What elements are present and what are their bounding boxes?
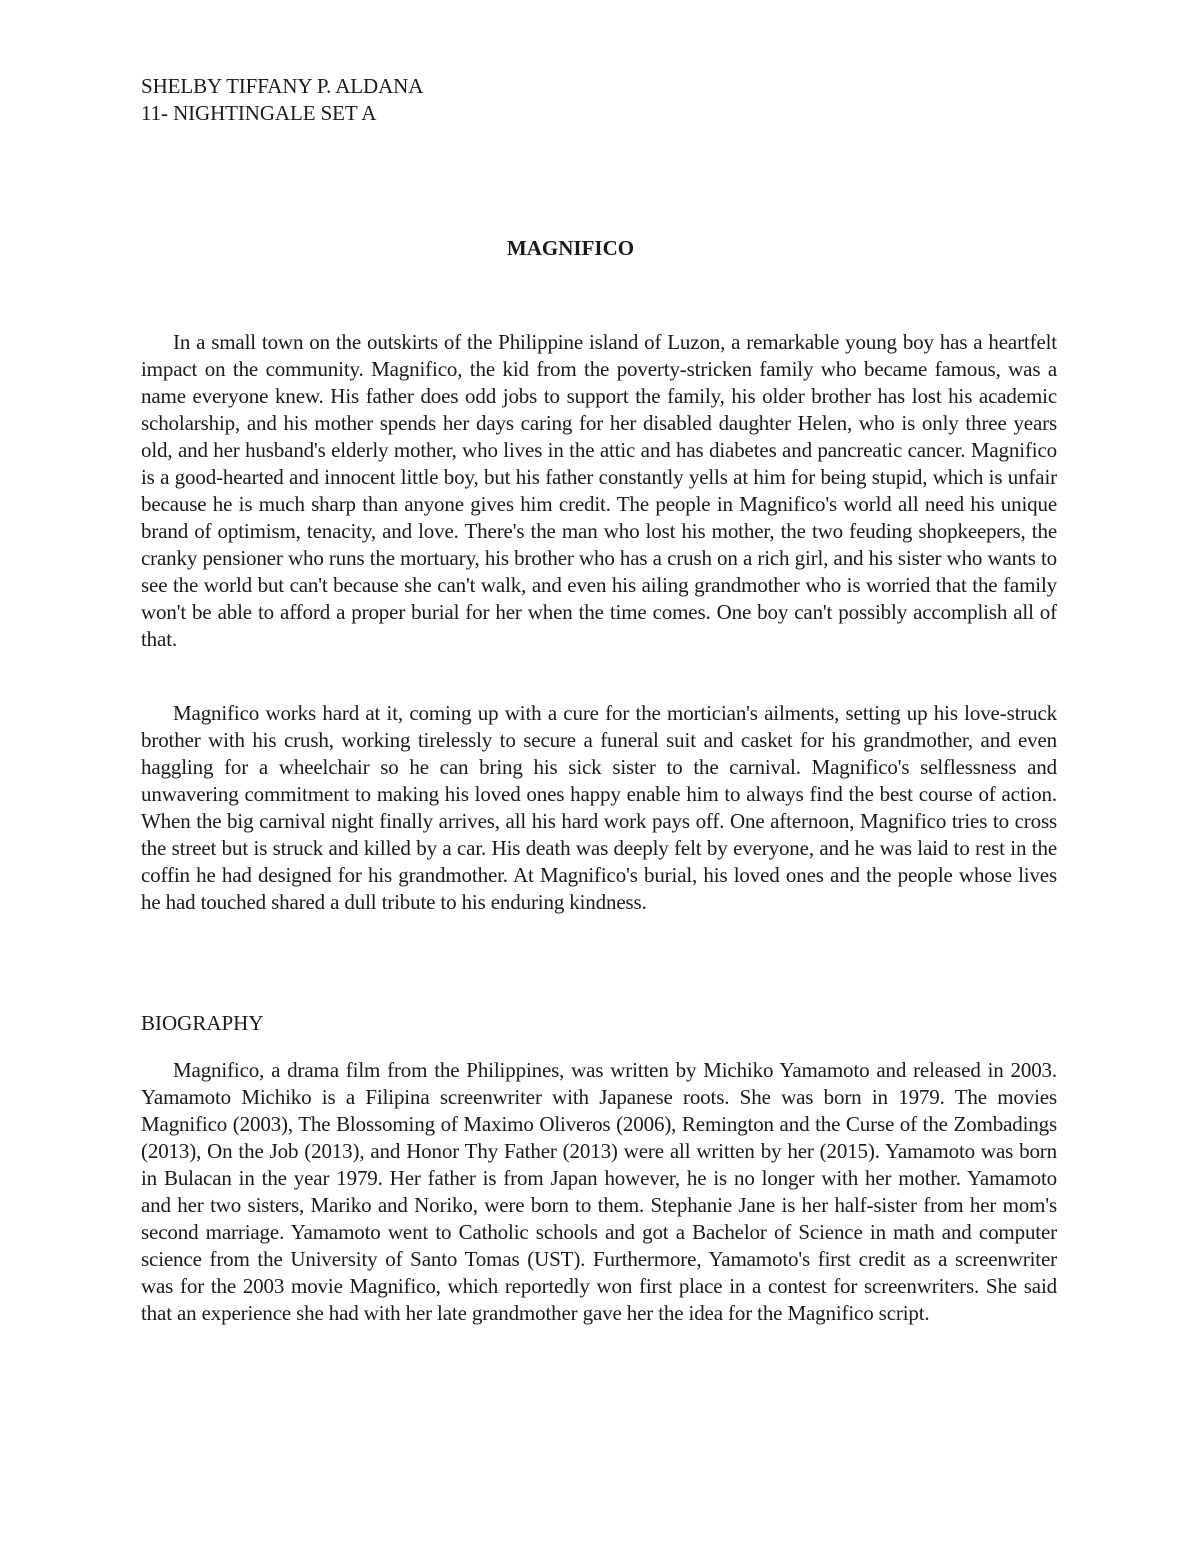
author-header	[141, 73, 741, 127]
summary-paragraph-2: Magnifico works hard at it, coming up with a cure for the mortician's ailments, setting up his love-struck brother with his crush, working tirelessly to secure a funeral suit and casket for his grandmother, and even haggling for a wheelchair so he can bring his sick sister to the carnival. Magnifico's selflessness and unwavering commitment to making his loved ones happy enable him to always find the best course of action. When the big carnival night finally arrives, all his hard work pays off. One afternoon, Magnifico tries to cross the street but is struck and killed by a car. His death was deeply felt by everyone, and he was laid to rest in the coffin he had designed for his grandmother. At Magnifico's burial, his loved ones and the people whose lives he had touched shared a dull tribute to his enduring kindness.	[141, 701, 1057, 914]
document-title: MAGNIFICO	[506, 236, 635, 260]
class-section: 11- NIGHTINGALE SET A	[141, 101, 377, 125]
summary-paragraph-1: In a small town on the outskirts of the Philippine island of Luzon, a remarkable young boy has a heartfelt impact on the community. Magnifico, the kid from the poverty-stricken family who became famous, was a name everyone knew. His father does odd jobs to support the family, his older brother has lost his academic scholarship, and his mother spends her days caring for her disabled daughter Helen, who is only three years old, and her husband's elderly mother, who lives in the attic and has diabetes and pancreatic cancer. Magnifico is a good-hearted and innocent little boy, but his father constantly yells at him for being stupid, which is unfair because he is much sharp than anyone gives him credit. The people in Magnifico's world all need his unique brand of optimism, tenacity, and love. There's the man who lost his mother, the two feuding shopkeepers, the cranky pensioner who runs the mortuary, his brother who has a crush on a rich girl, and his sister who wants to see the world but can't because she can't walk, and even his ailing grandmother who is worried that the family won't be able to afford a proper burial for her when the time comes. One boy can't possibly accomplish all of that.	[141, 330, 1057, 651]
author-name: SHELBY TIFFANY P. ALDANA	[141, 74, 424, 98]
biography-paragraph: Magnifico, a drama film from the Philippines, was written by Michiko Yamamoto and released in 2003. Yamamoto Michiko is a Filipina screenwriter with Japanese roots. She was born in 1979. The movies Magnifico (2003), The Blossoming of Maximo Oliveros (2006), Remington and the Curse of the Zombadings (2013), On the Job (2013), and Honor Thy Father (2013) were all written by her (2015). Yamamoto was born in Bulacan in the year 1979. Her father is from Japan however, he is no longer with her mother. Yamamoto and her two sisters, Mariko and Noriko, were born to them. Stephanie Jane is her half-sister from her mom's second marriage. Yamamoto went to Catholic schools and got a Bachelor of Science in math and computer science from the University of Santo Tomas (UST). Furthermore, Yamamoto's first credit as a screenwriter was for the 2003 movie Magnifico, which reportedly won first place in a contest for screenwriters. She said that an experience she had with her late grandmother gave her the idea for the Magnifico script.	[141, 1058, 1057, 1325]
biography-heading: BIOGRAPHY	[141, 1011, 264, 1035]
